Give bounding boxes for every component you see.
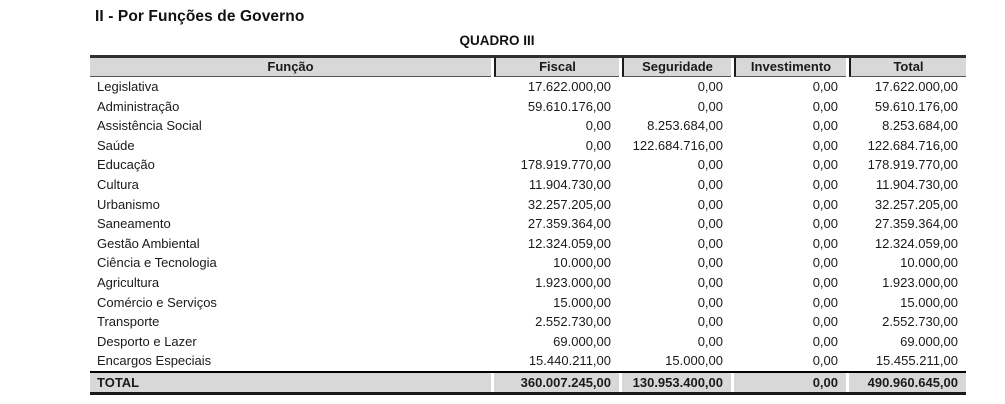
cell-funcao: Ciência e Tecnologia [97,255,217,271]
column-header-investimento: Investimento [734,58,846,77]
cell-seguridade: 15.000,00 [665,353,723,369]
table-body [90,77,966,371]
cell-investimento: 0,00 [812,137,838,153]
budget-table [90,55,966,395]
cell-total: 1.923.000,00 [882,274,958,290]
cell-fiscal: 0,00 [585,137,611,153]
cell-funcao: Legislativa [97,79,159,94]
total-label: TOTAL [90,373,491,392]
cell-total: 15.455.211,00 [875,353,958,369]
cell-funcao: Assistência Social [97,118,202,134]
cell-total: 8.253.684,00 [882,118,958,134]
cell-fiscal: 69.000,00 [553,333,611,349]
cell-funcao: Encargos Especiais [97,353,212,369]
cell-investimento: 0,00 [812,255,838,271]
cell-investimento: 0,00 [812,235,838,251]
cell-fiscal: 1.923.000,00 [535,274,611,290]
cell-seguridade: 0,00 [697,294,723,310]
table-row [90,116,966,136]
table-row [90,253,966,273]
cell-total: 10.000,00 [900,255,958,271]
cell-total: 17.622.000,00 [874,79,958,94]
table-total-row [90,371,966,395]
column-header-fiscal: Fiscal [494,58,619,77]
cell-seguridade: 0,00 [697,216,723,232]
cell-seguridade: 122.684.716,00 [632,137,723,153]
cell-seguridade: 0,00 [697,333,723,349]
table-row [90,136,966,156]
cell-total: 178.919.770,00 [867,157,958,173]
cell-fiscal: 178.919.770,00 [520,157,611,173]
cell-fiscal: 27.359.364,00 [527,216,611,232]
column-header-total: Total [849,58,966,77]
cell-investimento: 0,00 [812,118,838,134]
cell-seguridade: 8.253.684,00 [647,118,723,134]
table-row [90,214,966,234]
cell-investimento: 0,00 [812,98,838,114]
table-row [90,273,966,293]
cell-total: 11.904.730,00 [875,176,958,192]
cell-seguridade: 0,00 [697,235,723,251]
cell-seguridade: 0,00 [697,79,723,94]
cell-funcao: Urbanismo [97,196,160,212]
cell-investimento: 0,00 [812,196,838,212]
cell-investimento: 0,00 [812,157,838,173]
cell-fiscal: 17.622.000,00 [527,79,611,94]
cell-total: 12.324.059,00 [874,235,958,251]
cell-funcao: Agricultura [97,274,160,290]
cell-fiscal: 32.257.205,00 [527,196,611,212]
table-row [90,293,966,313]
total-fiscal: 360.007.245,00 [494,373,619,392]
cell-investimento: 0,00 [812,333,838,349]
cell-funcao: Cultura [97,176,139,192]
cell-investimento: 0,00 [812,294,838,310]
cell-investimento: 0,00 [812,176,838,192]
cell-fiscal: 15.440.211,00 [528,353,611,369]
cell-fiscal: 12.324.059,00 [527,235,611,251]
cell-investimento: 0,00 [812,216,838,232]
table-row [90,332,966,352]
section-title: II - Por Funções de Governo [95,8,305,25]
table-row [90,97,966,117]
cell-fiscal: 59.610.176,00 [527,98,611,114]
cell-seguridade: 0,00 [697,314,723,330]
cell-total: 27.359.364,00 [874,216,958,232]
table-title: QUADRO III [459,33,535,48]
cell-funcao: Desporto e Lazer [97,333,197,349]
cell-funcao: Comércio e Serviços [97,294,217,310]
cell-seguridade: 0,00 [697,196,723,212]
cell-total: 32.257.205,00 [874,196,958,212]
cell-total: 122.684.716,00 [867,137,958,153]
cell-investimento: 0,00 [812,314,838,330]
cell-funcao: Educação [97,157,155,173]
table-row [90,155,966,175]
cell-seguridade: 0,00 [697,274,723,290]
total-total: 490.960.645,00 [849,373,966,392]
cell-seguridade: 0,00 [697,98,723,114]
cell-investimento: 0,00 [812,353,838,369]
column-header-seguridade: Seguridade [622,58,731,77]
cell-fiscal: 2.552.730,00 [535,314,611,330]
cell-total: 2.552.730,00 [882,314,958,330]
cell-investimento: 0,00 [812,274,838,290]
table-row [90,351,966,371]
cell-fiscal: 0,00 [585,118,611,134]
cell-investimento: 0,00 [812,79,838,94]
cell-fiscal: 15.000,00 [553,294,611,310]
table-row [90,77,966,97]
cell-funcao: Transporte [97,314,160,330]
cell-seguridade: 0,00 [697,255,723,271]
table-row [90,195,966,215]
cell-seguridade: 0,00 [697,176,723,192]
column-header-funcao: Função [90,58,491,77]
cell-funcao: Saúde [97,137,135,153]
cell-fiscal: 11.904.730,00 [528,176,611,192]
table-row [90,312,966,332]
table-header-row [90,55,966,77]
cell-funcao: Gestão Ambiental [97,235,200,251]
cell-funcao: Saneamento [97,216,171,232]
cell-total: 69.000,00 [900,333,958,349]
cell-funcao: Administração [97,98,180,114]
cell-seguridade: 0,00 [697,157,723,173]
total-seguridade: 130.953.400,00 [622,373,731,392]
cell-total: 59.610.176,00 [874,98,958,114]
table-row [90,234,966,254]
table-row [90,175,966,195]
cell-fiscal: 10.000,00 [553,255,611,271]
total-investimento: 0,00 [734,373,846,392]
cell-total: 15.000,00 [900,294,958,310]
